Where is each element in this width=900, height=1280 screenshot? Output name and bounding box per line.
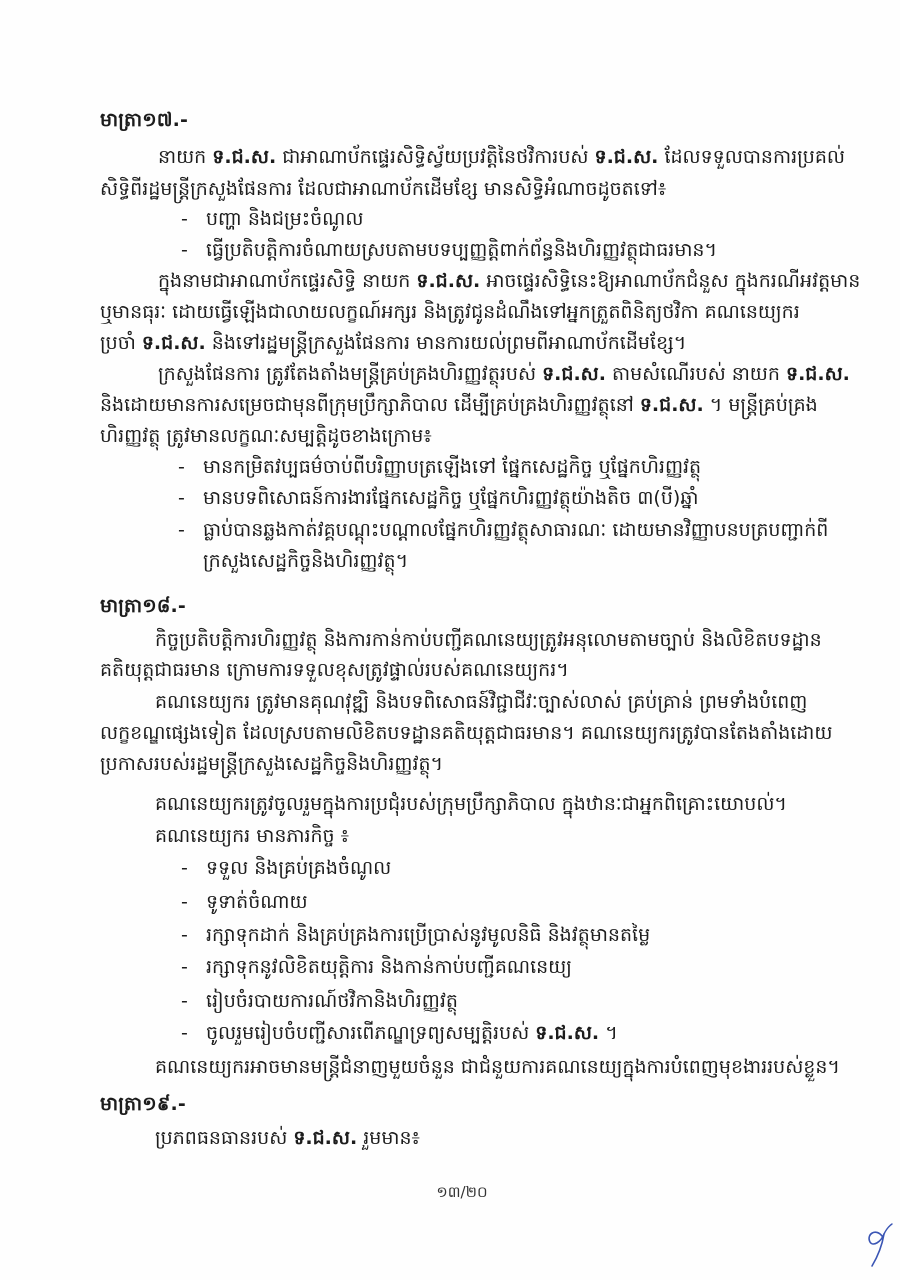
org-abbreviation: ទ.ជ.ស.	[535, 1022, 600, 1044]
text-segment: ។ មន្ត្រីគ្រប់គ្រង	[709, 394, 818, 416]
handwritten-initial-icon	[858, 1220, 898, 1275]
org-abbreviation: ទ.ជ.ស.	[141, 332, 206, 354]
list-item	[181, 1018, 842, 1048]
list-item	[181, 920, 842, 950]
text-segment: រួមមាន៖	[363, 1127, 420, 1149]
text-segment: និងទៅរដ្ឋមន្ត្រីក្រសួងផែនការ មានការយល់ព្រមពីអាណាប័កដើមខ្សែ។	[211, 332, 687, 354]
page-number: ១៣/២០	[436, 1183, 488, 1201]
handwritten-initial	[858, 1220, 898, 1275]
article17-heading: មាត្រា១៧.-	[100, 109, 189, 131]
list-item-text: ។	[605, 1022, 618, 1044]
text-segment: ដែលទទួលបានការប្រគល់	[664, 146, 845, 168]
article18-paragraph2-line3: ប្រកាសរបស់រដ្ឋមន្ត្រីក្រសួងសេដ្ឋកិច្ចនិងហិរញ្ញវត្ថុ។	[100, 753, 444, 775]
article17-paragraph3-line3: ហិរញ្ញវត្ថុ ត្រូវមានលក្ខណៈសម្បត្តិដូចខាងក្រោម៖	[100, 425, 432, 447]
article19-heading: មាត្រា១៩.-	[100, 1093, 186, 1115]
list-item-text: ធ្លាប់បានឆ្លងកាត់វគ្គបណ្តុះបណ្តាលផ្នែកហិរញ្ញវត្ថុសាធារណៈ ដោយមានវិញ្ញាបនបត្របញ្ជាក់ពី	[203, 519, 829, 541]
org-abbreviation: ទ.ជ.ស.	[212, 146, 277, 168]
article17-paragraph3-line2	[100, 390, 842, 420]
text-segment: ក្រសួងផែនការ ត្រូវតែងតាំងមន្ត្រីគ្រប់គ្រងហិរញ្ញវត្ថុរបស់	[158, 363, 537, 385]
list-item-text: ធ្វើប្រតិបត្តិការចំណាយស្របតាមបទប្បញ្ញត្តិពាក់ព័ន្ធនិងហិរញ្ញវត្ថុជាធរមាន។	[206, 239, 717, 261]
article17-paragraph1-line1	[158, 142, 845, 172]
list-item-text: រក្សាទុកដាក់ និងគ្រប់គ្រងការប្រើប្រាស់នូវមូលនិធិ និងវត្ថុមានតម្លៃ	[206, 924, 651, 946]
text-segment: អាចផ្ទេរសិទ្ធិនេះឱ្យអាណាប័កជំនួស ក្នុងករណីអវត្តមាន	[486, 270, 861, 292]
article19-paragraph1	[155, 1123, 842, 1153]
list-item-text: រក្សាទុកនូវលិខិតយុត្តិការ និងកាន់កាប់បញ្ជីគណនេយ្យ	[206, 956, 572, 978]
list-item-text: មានបទពិសោធន៍ការងារផ្នែកសេដ្ឋកិច្ច ឬផ្នែកហិរញ្ញវត្ថុយ៉ាងតិច ៣(បី)ឆ្នាំ	[203, 487, 699, 509]
org-abbreviation: ទ.ជ.ស.	[786, 363, 850, 385]
text-segment: ប្រចាំ	[100, 332, 136, 354]
org-abbreviation: ទ.ជ.ស.	[416, 270, 481, 292]
text-segment: និងដោយមានការសម្រេចជាមុនពីក្រុមប្រឹក្សាភិបាល ដើម្បីគ្រប់គ្រងហិរញ្ញវត្ថុនៅ	[100, 394, 634, 416]
article18-duties-intro: គណនេយ្យករ មានភារកិច្ច ៖	[155, 825, 350, 847]
article18-paragraph4: គណនេយ្យករអាចមានមន្ត្រីជំនាញមួយចំនួន ជាជំនួយការគណនេយ្យក្នុងការបំពេញមុខងាររបស់ខ្លួន។	[155, 1056, 840, 1078]
text-segment: ប្រភពធនធានរបស់	[155, 1127, 288, 1149]
article17-paragraph2-line1	[158, 266, 861, 296]
text-segment: នាយក	[158, 146, 207, 168]
article18-heading: មាត្រា១៨.-	[100, 595, 186, 617]
list-item	[178, 483, 842, 513]
list-item	[181, 952, 842, 982]
list-item	[181, 204, 842, 234]
list-item-text: ចូលរួមរៀបចំបញ្ជីសារពើភណ្ឌទ្រព្យសម្បត្តិរបស់	[206, 1022, 530, 1044]
org-abbreviation: ទ.ជ.ស.	[542, 363, 606, 385]
list-item	[181, 986, 842, 1016]
list-item	[181, 853, 842, 883]
article17-paragraph1-line2: សិទ្ធិពីរដ្ឋមន្ត្រីក្រសួងផែនការ ដែលជាអាណាប័កដើមខ្សែ មានសិទ្ធិអំណាចដូចតទៅ៖	[100, 178, 667, 200]
article18-paragraph1-line2: គតិយុត្តជាធរមាន ក្រោមការទទួលខុសត្រូវផ្ទាល់របស់គណនេយ្យករ។	[100, 659, 569, 681]
article17-paragraph2-line2: ឬមានធុរៈ ដោយធ្វើឡើងជាលាយលក្ខណ៍អក្សរ និងត្រូវជូនដំណឹងទៅអ្នកត្រួតពិនិត្យថវិកា គណនេយ្យករ	[100, 301, 800, 323]
list-item	[181, 887, 842, 917]
article18-paragraph2-line2: លក្ខខណ្ឌផ្សេងទៀត ដែលស្របតាមលិខិតបទដ្ឋានគតិយុត្តជាធរមាន។ គណនេយ្យករត្រូវបានតែងតាំងដោយ	[100, 722, 833, 744]
text-segment: ជាអាណាប័កផ្ទេរសិទ្ធិស្វ័យប្រវត្តិនៃថវិការបស់	[282, 146, 589, 168]
list-item-text: រៀបចំរបាយការណ៍ថវិកានិងហិរញ្ញវត្ថុ	[206, 990, 458, 1012]
text-segment: តាមសំណើរបស់ នាយក	[612, 363, 780, 385]
article18-paragraph1-line1: កិច្ចប្រតិបត្តិការហិរញ្ញវត្ថុ និងការកាន់កាប់បញ្ជីគណនេយ្យត្រូវអនុលោមតាមច្បាប់ និងលិខិតបទដ្ឋាន	[155, 629, 822, 651]
list-item-text: បញ្ហា និងជម្រះចំណូល	[206, 208, 364, 230]
article18-paragraph2-line1: គណនេយ្យករ ត្រូវមានគុណវុឌ្ឍិ និងបទពិសោធន៍វិជ្ជាជីវៈច្បាស់លាស់ គ្រប់គ្រាន់ ព្រមទាំងបំពេញ	[155, 691, 808, 713]
list-item	[178, 452, 842, 482]
list-item-text: មានកម្រិតវប្បធម៌ចាប់ពីបរិញ្ញាបត្រឡើងទៅ ផ្នែកសេដ្ឋកិច្ច ឬផ្នែកហិរញ្ញវត្ថុ	[203, 456, 702, 478]
org-abbreviation: ទ.ជ.ស.	[639, 394, 704, 416]
list-item	[181, 235, 842, 265]
article17-paragraph2-line3	[100, 328, 842, 358]
list-item-text: ទូទាត់ចំណាយ	[206, 891, 308, 913]
list-item-continuation: ក្រសួងសេដ្ឋកិច្ចនិងហិរញ្ញវត្ថុ។	[203, 550, 409, 572]
article18-paragraph3: គណនេយ្យករត្រូវចូលរួមក្នុងការប្រជុំរបស់ក្រុមប្រឹក្សាភិបាល ក្នុងឋានៈជាអ្នកពិគ្រោះយោបល់។	[155, 793, 787, 815]
org-abbreviation: ទ.ជ.ស.	[594, 146, 659, 168]
org-abbreviation: ទ.ជ.ស.	[293, 1127, 358, 1149]
article17-paragraph3-line1	[158, 359, 850, 389]
list-item	[178, 515, 842, 545]
list-item-text: ទទួល និងគ្រប់គ្រងចំណូល	[206, 857, 392, 879]
text-segment: ក្នុងនាមជាអាណាប័កផ្ទេរសិទ្ធិ នាយក	[158, 270, 411, 292]
